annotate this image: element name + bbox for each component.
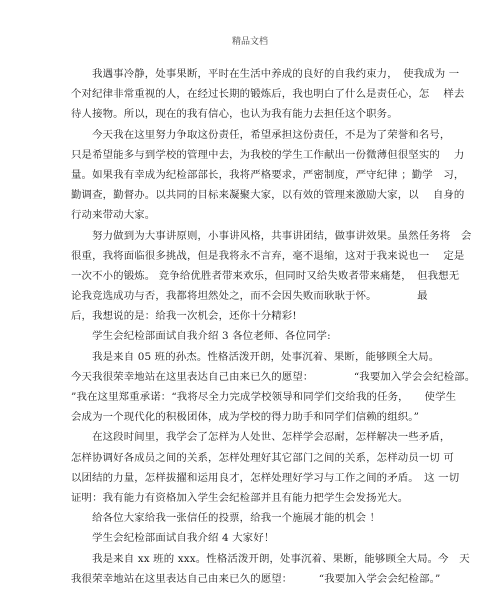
section-heading: 学生会纪检部面试自我介绍 4 大家好！: [71, 532, 275, 545]
text-line: 行动来带动大家。: [71, 209, 156, 222]
text-line: 很重，我将面临很多挑战，但是我将永不言弃，毫不退缩，这对于我来说也一 定是: [71, 249, 465, 262]
text-line: 勤调查，勤督办。以共同的目标来凝聚大家，以有效的管理来激励大家，以 自身的: [71, 189, 465, 202]
text-line: 证明：我有能力有资格加入学生会纪检部并且有能力把学生会发扬光大。: [71, 491, 409, 504]
text-line: 我是来自 05 班的孙杰。性格活泼开朗，处事沉着、果断，能够顾全大局。: [71, 350, 440, 363]
text-line: 怎样协调好各成员之间的关系，怎样处理好其它部门之间的关系，怎样动员一切 可: [71, 451, 454, 464]
text-line: 后，我想说的是：给我一次机会，还你十分精彩!: [71, 310, 297, 323]
text-line: 个对纪律非常重视的人，在经过长期的锻炼后，我也明白了什么是责任心，怎 样去: [71, 88, 465, 101]
text-line: 论我竞选成功与否，我都将坦然处之，而不会因失败而耿耿于怀。 最: [71, 290, 428, 303]
text-line: 我是来自 xx 班的 xxx。性格活泼开朗，处事沉着、果断，能够顾全大局。今 天: [71, 552, 470, 565]
page-header: 精品文档: [231, 37, 268, 47]
text-line: 会成为一个现代化的积极团体，成为学校的得力助手和同学们信赖的组织。”: [71, 411, 420, 424]
text-line: 以团结的力量，怎样拔擢和运用良才，怎样处理好学习与工作之间的矛盾。 这 一切: [71, 471, 460, 484]
section-heading: 学生会纪检部面试自我介绍 3 各位老师、各位同学:: [71, 330, 331, 343]
text-line: 待人接物。所以，现在的我有信心，也认为我有能力去担任这个职务。: [71, 108, 398, 121]
text-line: 今天我在这里努力争取这份责任，希望承担这份责任，不是为了荣誉和名号，: [71, 128, 451, 141]
text-line: 今天我很荣幸地站在这里表达自己由来已久的愿望： “我要加入学会会纪检部。: [71, 370, 476, 383]
text-line: 给各位大家给我一张信任的投票，给我一个施展才能的机会 ！: [71, 512, 381, 525]
text-line: 我遇事冷静，处事果断，平时在生活中养成的良好的自我约束力， 使我成为 一: [71, 68, 460, 80]
text-line: ”我在这里郑重承诺：“我将尽全力完成学校领导和同学们交给我的任务， 使学生: [71, 391, 457, 403]
text-line: 一次不小的锻炼。 竞争给优胜者带来欢乐，但同时又给失败者带来痛楚， 但我想无: [71, 269, 460, 282]
text-line: 在这段时间里，我学会了怎样为人处世、怎样学会忍耐，怎样解决一些矛盾，: [71, 431, 451, 444]
text-line: 努力做到为大事讲原则，小事讲风格，共事讲团结，做事讲效果。虽然任务将 会: [71, 229, 472, 242]
text-line: 我很荣幸地站在这里表达自己由来已久的愿望： “我要加入学会会纪检部。”: [71, 572, 441, 585]
document-body: [71, 64, 476, 589]
text-line: 只是希望能多与到学校的管理中去，为我校的学生工作献出一份微薄但很坚实的 力: [71, 148, 465, 161]
text-line: 量。如果我有幸成为纪检部部长，我将严格要求，严密制度，严守纪律 ；勤学 习，: [71, 168, 465, 181]
